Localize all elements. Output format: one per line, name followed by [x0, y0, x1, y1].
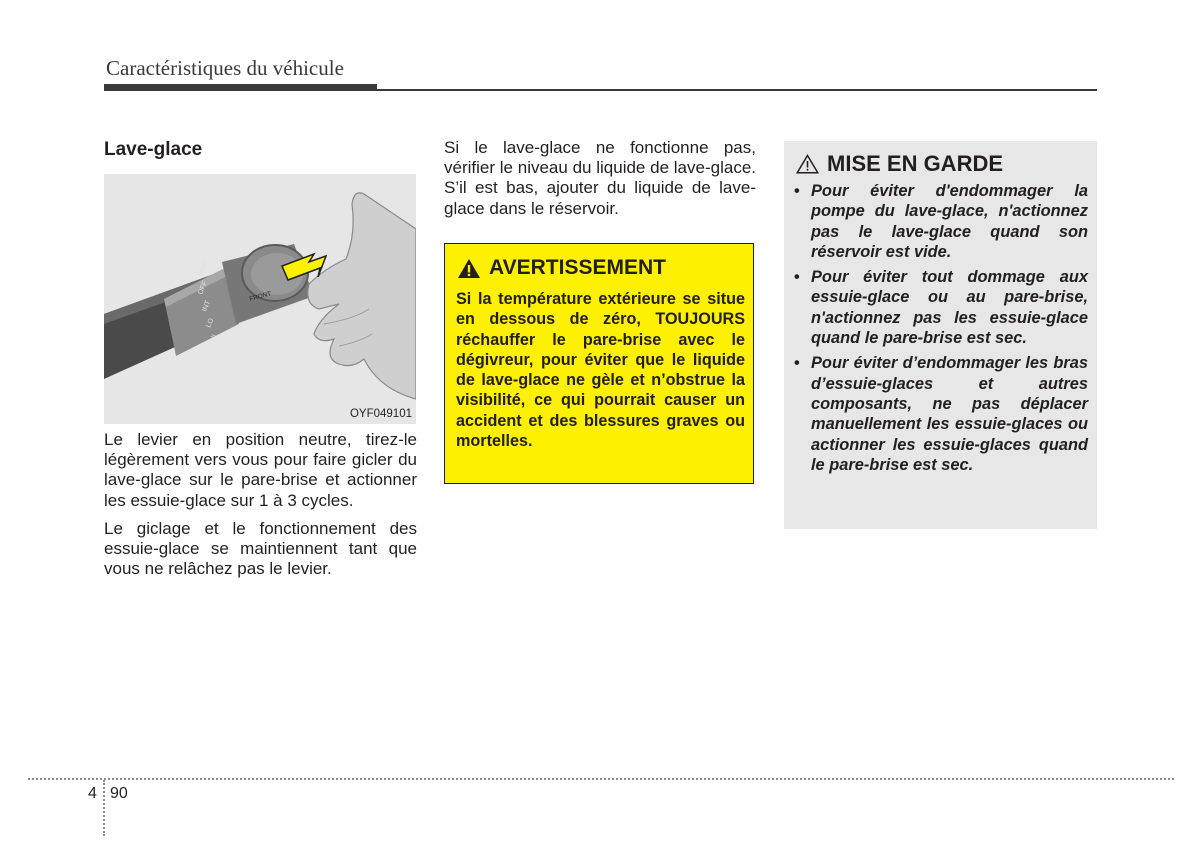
knob-label-front: FRONT: [248, 290, 273, 303]
stalk-label-int: INT: [201, 299, 213, 313]
bullet-marker: •: [794, 354, 800, 373]
caution-item: [794, 353, 1088, 475]
stalk-labels-layer: [104, 174, 416, 424]
paragraph-hold-lever: Le giclage et le fonctionnement des essuie-glace se maintiennent tant que vous ne relâchez pas le levier.: [104, 518, 417, 579]
section-heading: Lave-glace: [104, 139, 203, 160]
caution-item: [794, 267, 1088, 348]
wiper-stalk-illustration: [104, 174, 416, 424]
warning-body: Si la température extérieure se situe en dessous de zéro, TOUJOURS réchauffer le pare-brise avec le dégivreur, pour éviter que le liquide de lave-glace ne gèle et n’obstrue la visibilité, ce qui pourrait causer un accident et des blessures graves ou mortelles.: [456, 290, 745, 451]
footer-vertical-divider: [103, 780, 105, 836]
page-number: 90: [110, 785, 128, 802]
stalk-label-hi: HI: [209, 333, 219, 343]
stalk-label-lo: LO: [205, 317, 216, 329]
bullet-marker: •: [794, 182, 800, 200]
column-2-text: [444, 138, 756, 227]
page-header-title: Caractéristiques du véhicule: [106, 56, 344, 80]
warning-title: [457, 256, 666, 280]
column-1-text: [104, 430, 417, 587]
caution-item-text: Pour éviter tout dommage aux essuie-glace ou au pare-brise, n'actionnez pas les essuie-glace quand le pare-brise est sec.: [811, 268, 1088, 348]
chapter-number: 4: [88, 785, 97, 802]
caution-box: [784, 141, 1097, 529]
caution-item-text: Pour éviter d'endommager la pompe du lave-glace, n'actionnez pas le lave-glace quand son réservoir est vide.: [811, 182, 1088, 261]
caution-triangle-icon: [796, 154, 819, 174]
caution-list: [794, 181, 1088, 480]
paragraph-pull-lever: Le levier en position neutre, tirez-le légèrement vers vous pour faire gicler du lave-glace sur le pare-brise et actionner les essuie-glace sur 1 à 3 cycles.: [104, 430, 417, 510]
caution-title: [796, 151, 1003, 177]
bullet-marker: •: [794, 268, 800, 287]
caution-item: [794, 181, 1088, 262]
warning-triangle-icon: [457, 258, 481, 279]
caution-title-text: MISE EN GARDE: [827, 151, 1004, 176]
warning-box: [444, 243, 754, 484]
footer-divider: [28, 778, 1174, 780]
stalk-label-off: OFF: [197, 280, 210, 296]
caution-item-text: Pour éviter d’endommager les bras d’essuie-glaces et autres composants, ne pas déplacer manuellement les essuie-glaces ou actionner les essuie-glaces quand le pare-brise est sec.: [811, 354, 1088, 474]
stalk-label-mist: MIST: [197, 258, 211, 277]
paragraph-check-fluid: Si le lave-glace ne fonctionne pas, vérifier le niveau du liquide de lave-glace. S’il est bas, ajouter du liquide de lave-glace dans le réservoir.: [444, 138, 756, 218]
header-accent-bar: [104, 84, 377, 90]
figure-code: OYF049101: [349, 408, 412, 420]
warning-title-text: AVERTISSEMENT: [489, 256, 666, 279]
